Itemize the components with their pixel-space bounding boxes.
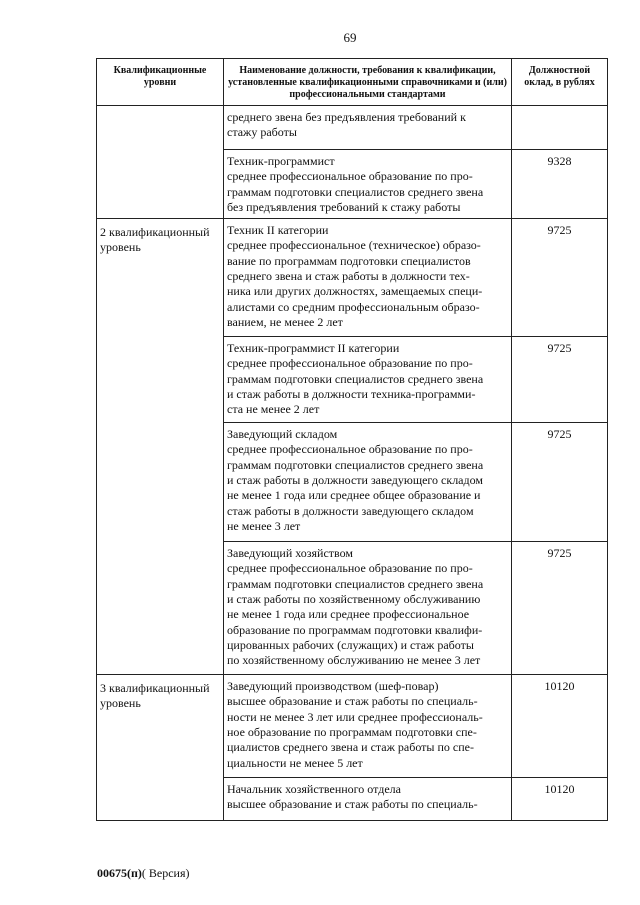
document-version: ( Версия) [141,866,190,880]
position-requirement: среднее профессиональное образование по про- граммам подготовки специалистов среднего звена и стаж работы в должности техника-программи- ста не менее 2 лет [227,356,484,417]
position-cell [224,778,512,821]
position-title: Техник II категории [227,223,329,238]
level-cell [97,542,224,675]
salary-cell: 9725 [512,423,608,542]
position-cell [224,337,512,423]
salary-cell: 9725 [512,337,608,423]
table-row [97,542,608,675]
position-title: Техник-программист [227,154,335,168]
position-cell [224,106,512,150]
position-cell [224,675,512,778]
position-requirement: среднего звена без предъявления требований к стажу работы [227,110,466,140]
salary-cell: 9725 [512,542,608,675]
level-cell [97,150,224,219]
table-row [97,150,608,219]
position-cell [224,542,512,675]
document-footer [97,866,190,881]
position-title: Техник-программист II категории [227,341,400,356]
salary-cell: 10120 [512,675,608,778]
header-position: Наименование должности, требования к квалификации, установленные квалификационными справочниками и (или) профессиональными стандартами [224,59,512,106]
salary-cell: 9328 [512,150,608,219]
document-code: 00675(п) [97,866,142,880]
level-cell [97,423,224,542]
position-title: Начальник хозяйственного отдела [227,782,401,797]
level-cell [97,778,224,821]
salary-cell: 9725 [512,219,608,337]
table-row [97,778,608,821]
level-cell: 3 квалификационный уровень [97,675,224,778]
table-row [97,337,608,423]
position-requirement: высшее образование и стаж работы по специаль- [227,797,478,812]
position-requirement: среднее профессиональное образование по про- граммам подготовки специалистов среднего звена и стаж работы в должности заведующего складом не менее 1 года или среднее общее образование и стаж работы в должности заведующего складом не менее 3 лет [227,442,484,533]
header-levels: Квалификационные уровни [97,59,224,106]
position-title: Заведующий складом [227,427,338,442]
level-cell: 2 квалификационный уровень [97,219,224,337]
table-row [97,675,608,778]
header-salary: Должностной оклад, в рублях [512,59,608,106]
salary-cell: 10120 [512,778,608,821]
position-title: Заведующий хозяйством [227,546,353,561]
position-requirement: среднее профессиональное (техническое) образо- вание по программам подготовки специалистов среднего звена и стаж работы в должности тех- ника или других должностях, замещаемых специ- алистами со средним профессиональным образо- ванием, не менее 2 лет [227,238,483,329]
table-row [97,106,608,150]
level-cell [97,106,224,150]
salary-cell [512,106,608,150]
position-requirement: высшее образование и стаж работы по специаль- ности не менее 3 лет или среднее профессиональ- ное образование по программам подготовки спе- циалистов среднего звена и стаж работы по спе- циальности не менее 5 лет [227,694,483,770]
table-row [97,219,608,337]
table-row [97,423,608,542]
position-cell [224,219,512,337]
table-header-row [97,59,608,106]
page-number: 69 [343,30,357,45]
qualification-table [96,58,608,821]
position-requirement: среднее профессиональное образование по про- граммам подготовки специалистов среднего звена и стаж работы по хозяйственному обслуживанию не менее 1 года или среднее профессиональное образование по программам подготовки квалифи- цированных рабочих (служащих) и стаж работы по хозяйственному обслуживанию не менее 3 лет [227,561,484,668]
position-requirement: среднее профессиональное образование по про- граммам подготовки специалистов среднего звена без предъявления требований к стажу работы [227,169,484,214]
position-cell [224,150,512,219]
level-cell [97,337,224,423]
position-cell [224,423,512,542]
position-title: Заведующий производством (шеф-повар) [227,679,439,694]
